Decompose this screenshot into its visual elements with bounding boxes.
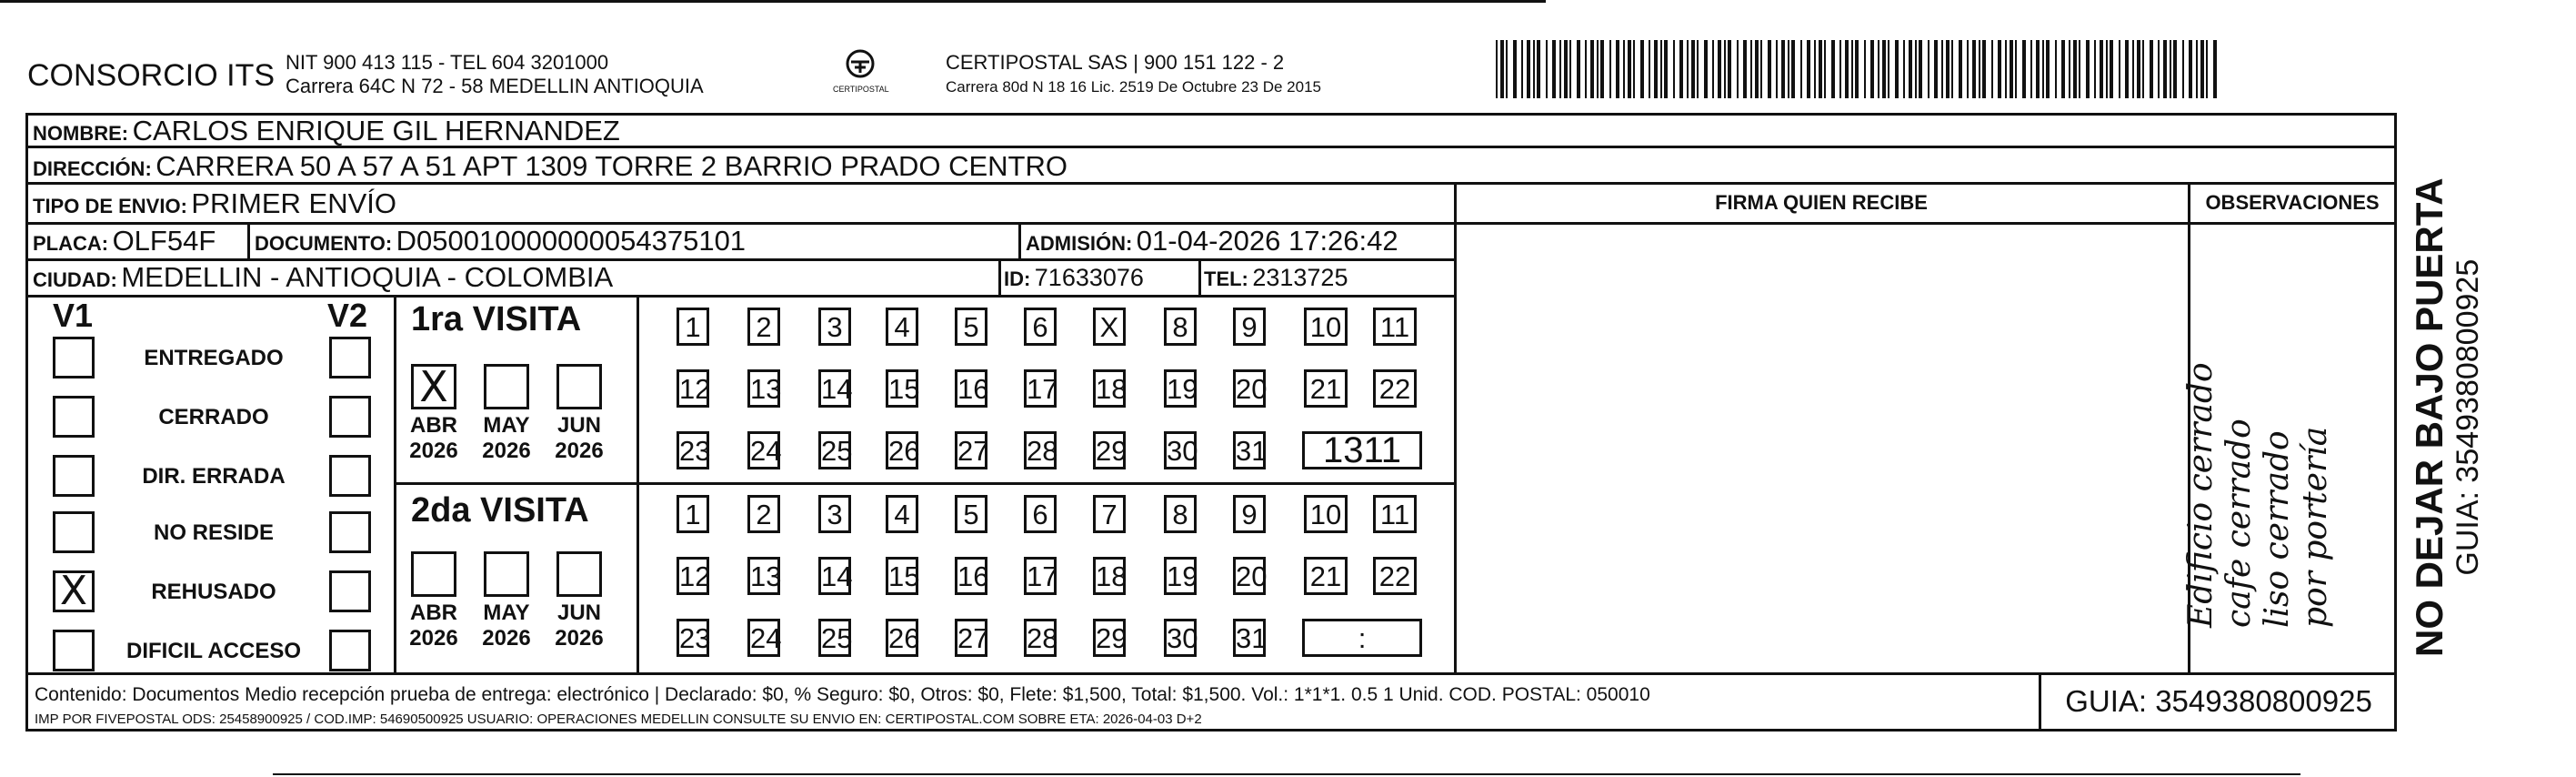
cell-divider <box>1198 258 1201 297</box>
visit2-day-box[interactable]: 3 <box>818 495 851 533</box>
visit-divider <box>394 482 1457 485</box>
bottom-cut-line <box>273 773 2300 775</box>
visit2-time-box[interactable]: : <box>1302 619 1422 657</box>
visit2-day-box[interactable]: 11 <box>1373 495 1417 533</box>
visit2-day-box[interactable]: 20 <box>1233 557 1266 595</box>
barcode-bar <box>2189 40 2192 98</box>
status-label: DIR. ERRADA <box>142 464 286 489</box>
barcode-bar <box>1882 40 1886 98</box>
visit2-day-box[interactable]: 17 <box>1024 557 1057 595</box>
visit1-day-box[interactable]: 8 <box>1164 308 1197 346</box>
visit1-day-box[interactable]: 19 <box>1164 369 1197 408</box>
barcode-bar <box>1998 40 2001 98</box>
barcode-bar <box>1915 40 1917 98</box>
barcode-bar <box>1934 40 1938 98</box>
partner-name: CERTIPOSTAL SAS | 900 151 122 - 2 <box>946 51 1285 74</box>
visit1-day-box[interactable]: 26 <box>886 431 918 469</box>
imp-line: IMP POR FIVEPOSTAL ODS: 25458900925 / COD.IMP: 54690500925 USUARIO: OPERACIONES MEDELLIN CONSULTE SU ENVIO EN: CERTIPOSTAL.COM SOBRE ETA: 2026-04-03 D+2 <box>35 711 1202 727</box>
visit1-day-box[interactable]: 1 <box>677 308 709 346</box>
company-name: CONSORCIO ITS <box>27 58 276 93</box>
visit1-time-box[interactable]: 1311 <box>1302 431 1422 469</box>
visit1-day-box[interactable]: 20 <box>1233 369 1266 408</box>
barcode-bar <box>2110 40 2113 98</box>
barcode-bar <box>1564 40 1568 98</box>
v2-label: V2 <box>327 297 368 334</box>
document-field <box>255 224 746 264</box>
visit2-month-checkbox[interactable] <box>484 551 529 597</box>
visit1-day-box[interactable]: 15 <box>886 369 918 408</box>
barcode-bar <box>2106 40 2108 98</box>
logo-icon <box>842 49 878 80</box>
logo-text: CERTIPOSTAL <box>833 85 889 94</box>
status-v2-checkbox[interactable] <box>329 570 371 612</box>
send-type-value: PRIMER ENVÍO <box>191 187 397 219</box>
observations-handwriting <box>2182 209 2335 628</box>
barcode-bar <box>2170 40 2171 98</box>
barcode-bar <box>1800 40 1802 98</box>
send-type-row <box>33 186 396 227</box>
visit2-day-box[interactable]: 31 <box>1233 619 1266 657</box>
visit1-day-box[interactable]: 9 <box>1233 308 1266 346</box>
barcode-bar <box>2022 40 2026 98</box>
visit2-day-box[interactable]: 27 <box>955 619 987 657</box>
observation-line: por portería <box>2297 426 2334 628</box>
barcode-bar <box>1623 40 1625 98</box>
city-value: MEDELLIN - ANTIOQUIA - COLOMBIA <box>121 261 614 293</box>
barcode-bar <box>2100 40 2103 98</box>
barcode-bar <box>1951 40 1953 98</box>
barcode-bar <box>2036 40 2040 98</box>
barcode-bar <box>1979 40 1980 98</box>
barcode-bar <box>1687 40 1689 98</box>
barcode-bar <box>1649 40 1650 98</box>
barcode-bar <box>2069 40 2070 98</box>
cell-divider <box>1018 222 1021 260</box>
barcode-bar <box>1597 40 1599 98</box>
frame-left <box>25 113 28 732</box>
barcode-bar <box>1788 40 1789 98</box>
barcode-bar <box>1814 40 1816 98</box>
visit2-day-box[interactable]: 15 <box>886 557 918 595</box>
barcode-bar <box>1679 40 1683 98</box>
barcode-bar <box>2010 40 2013 98</box>
barcode-bar <box>1903 40 1905 98</box>
barcode-bar <box>1585 40 1587 98</box>
barcode-bar <box>1533 40 1535 98</box>
barcode-bar <box>1569 40 1571 98</box>
barcode-bar <box>1728 40 1731 98</box>
barcode-bar <box>1513 40 1517 98</box>
barcode-bar <box>1959 40 1962 98</box>
visit1-day-box[interactable]: 10 <box>1304 308 1348 346</box>
barcode-bar <box>1755 40 1759 98</box>
status-v2-checkbox[interactable] <box>329 455 371 497</box>
visit2-day-box[interactable]: 28 <box>1024 619 1057 657</box>
observation-line: cafe cerrado <box>2220 419 2258 628</box>
visit2-month-checkbox[interactable] <box>411 551 456 597</box>
visit2-day-box[interactable]: 23 <box>677 619 709 657</box>
barcode-bar <box>1919 40 1922 98</box>
visit2-day-box[interactable]: 7 <box>1093 495 1126 533</box>
observation-line: Edificio cerrado <box>2182 362 2220 628</box>
status-v1-checkbox[interactable] <box>53 455 95 497</box>
visit1-day-box[interactable]: 25 <box>818 431 851 469</box>
guide-divider <box>2039 672 2041 731</box>
barcode-bar <box>1972 40 1976 98</box>
barcode-bar <box>1718 40 1721 98</box>
side-text <box>2408 177 2484 657</box>
company-address: Carrera 64C N 72 - 58 MEDELLIN ANTIOQUIA <box>286 75 704 97</box>
barcode-bar <box>1546 40 1548 98</box>
cell-divider <box>998 258 1001 297</box>
visit1-month-checkbox[interactable] <box>484 364 529 409</box>
visit2-day-box[interactable]: 1 <box>677 495 709 533</box>
visit2-day-box[interactable]: 4 <box>886 495 918 533</box>
status-v1-checkbox[interactable] <box>53 511 95 553</box>
barcode-bar <box>1928 40 1929 98</box>
barcode-bar <box>1839 40 1841 98</box>
barcode-bar <box>2119 40 2120 98</box>
side-guide: GUIA: 3549380800925 <box>2451 258 2485 576</box>
status-v2-checkbox[interactable] <box>329 511 371 553</box>
visit2-month-checkbox[interactable] <box>556 551 602 597</box>
visit2-day-box[interactable]: 30 <box>1164 619 1197 657</box>
certipostal-logo <box>833 49 887 94</box>
barcode-bar <box>1851 40 1853 98</box>
status-label: REHUSADO <box>151 580 276 604</box>
visit2-day-box[interactable]: 10 <box>1304 495 1348 533</box>
address-row <box>33 148 1067 190</box>
status-v2-checkbox[interactable] <box>329 337 371 378</box>
barcode-bar <box>1909 40 1912 98</box>
address-value: CARRERA 50 A 57 A 51 APT 1309 TORRE 2 BARRIO PRADO CENTRO <box>155 150 1067 182</box>
status-label: NO RESIDE <box>153 520 275 545</box>
barcode-bar <box>1870 40 1874 98</box>
status-v1-checkbox[interactable] <box>53 630 95 671</box>
admission-value: 01-04-2026 17:26:42 <box>1136 225 1398 257</box>
visit2-day-box[interactable]: 29 <box>1093 619 1126 657</box>
barcode-bar <box>2137 40 2140 98</box>
visit2-day-box[interactable]: 16 <box>955 557 987 595</box>
status-v1-checkbox[interactable] <box>53 337 95 378</box>
barcode-bar <box>1640 40 1644 98</box>
barcode-bar <box>1527 40 1530 98</box>
signature-divider <box>1454 182 1457 674</box>
barcode-bar <box>1895 40 1899 98</box>
barcode-bar <box>1768 40 1771 98</box>
address-label: DIRECCIÓN: <box>33 157 152 180</box>
barcode-bar <box>1888 40 1889 98</box>
barcode-bar <box>1878 40 1879 98</box>
status-v1-checkbox[interactable] <box>53 396 95 438</box>
barcode-bar <box>2079 40 2080 98</box>
content-line: Contenido: Documentos Medio recepción prueba de entrega: electrónico | Declarado: $0, % Seguro: $0, Otros: $0, Flete: $1,500, Total: $1,500. Vol.: 1*1*1. 0.5 1 Unid. COD. POSTAL: 050010 <box>35 684 1650 705</box>
barcode-bar <box>1559 40 1561 98</box>
barcode-bar <box>1824 40 1826 98</box>
partner-address: Carrera 80d N 18 16 Lic. 2519 De Octubre 23 De 2015 <box>946 78 1321 96</box>
plate-value: OLF54F <box>112 225 216 257</box>
tel-field <box>1204 260 1348 299</box>
admission-label: ADMISIÓN: <box>1026 232 1133 255</box>
barcode-bar <box>1743 40 1747 98</box>
visit1-day-box[interactable]: 17 <box>1024 369 1057 408</box>
status-v1-checkbox[interactable]: X <box>53 570 95 612</box>
visit2-day-box[interactable]: 6 <box>1024 495 1057 533</box>
document-value: D050010000000054375101 <box>396 225 747 257</box>
visit1-day-box[interactable]: 21 <box>1304 369 1348 408</box>
barcode-bar <box>1855 40 1859 98</box>
visit1-day-box[interactable]: 14 <box>818 369 851 408</box>
visit1-day-box[interactable]: 13 <box>747 369 780 408</box>
status-label: CERRADO <box>158 405 269 429</box>
barcode-bar <box>1609 40 1611 98</box>
visit1-day-box[interactable]: 23 <box>677 431 709 469</box>
company-nit: NIT 900 413 115 - TEL 604 3201000 <box>286 51 609 74</box>
barcode-bar <box>1600 40 1604 98</box>
barcode-bar <box>1864 40 1866 98</box>
plate-label: PLACA: <box>33 232 109 255</box>
name-label: NOMBRE: <box>33 122 129 145</box>
barcode-bar <box>1537 40 1540 98</box>
barcode-bar <box>2142 40 2144 98</box>
visit1-day-box[interactable]: 4 <box>886 308 918 346</box>
barcode-bar <box>2086 40 2090 98</box>
visit2-day-box[interactable]: 2 <box>747 495 780 533</box>
barcode-bar <box>1577 40 1580 98</box>
barcode-bar <box>1654 40 1658 98</box>
visit2-month-label: MAY 2026 <box>482 600 531 651</box>
barcode-bar <box>1704 40 1708 98</box>
barcode-bar <box>1845 40 1849 98</box>
barcode-bar <box>2196 40 2198 98</box>
barcode-bar <box>2042 40 2044 98</box>
observation-line: liso cerrado <box>2259 430 2296 628</box>
visit1-day-box[interactable]: 5 <box>955 308 987 346</box>
id-field <box>1004 260 1144 299</box>
barcode-bar <box>1673 40 1675 98</box>
barcode-bar <box>2206 40 2208 98</box>
barcode-bar <box>1660 40 1662 98</box>
barcode-bar <box>2125 40 2129 98</box>
barcode-bar <box>2055 40 2057 98</box>
send-type-label: TIPO DE ENVIO: <box>33 195 187 217</box>
visit1-day-box[interactable]: 18 <box>1093 369 1126 408</box>
barcode-bar <box>1791 40 1795 98</box>
visit2-day-box[interactable]: 18 <box>1093 557 1126 595</box>
signature-header: FIRMA QUIEN RECIBE <box>1715 191 1928 214</box>
barcode-bar <box>2046 40 2050 98</box>
barcode-bar <box>2094 40 2096 98</box>
barcode-bar <box>2073 40 2077 98</box>
visit1-day-box[interactable]: 22 <box>1373 369 1417 408</box>
visit2-month-label: JUN 2026 <box>555 600 604 651</box>
id-value: 71633076 <box>1034 264 1144 291</box>
barcode-bar <box>2030 40 2032 98</box>
tel-label: TEL: <box>1204 267 1248 290</box>
visit1-day-box[interactable]: 30 <box>1164 431 1197 469</box>
barcode-bar <box>1750 40 1752 98</box>
barcode-bar <box>1521 40 1523 98</box>
visit2-day-box[interactable]: 19 <box>1164 557 1197 595</box>
city-field <box>33 260 613 300</box>
barcode-bar <box>1628 40 1631 98</box>
id-label: ID: <box>1004 267 1031 290</box>
visit2-day-box[interactable]: 21 <box>1304 557 1348 595</box>
barcode-bar <box>1819 40 1822 98</box>
visit1-month-label: MAY 2026 <box>482 413 531 463</box>
status-label: ENTREGADO <box>144 346 284 370</box>
visit1-day-box[interactable]: 29 <box>1093 431 1126 469</box>
barcode-bar <box>1941 40 1943 98</box>
visit1-month-checkbox[interactable] <box>556 364 602 409</box>
barcode-bar <box>2200 40 2204 98</box>
visit2-day-box[interactable]: 25 <box>818 619 851 657</box>
barcode-bar <box>1616 40 1619 98</box>
visit2-day-box[interactable]: 5 <box>955 495 987 533</box>
visit2-day-box[interactable]: 12 <box>677 557 709 595</box>
visit1-day-box[interactable]: 31 <box>1233 431 1266 469</box>
visit2-day-box[interactable]: 22 <box>1373 557 1417 595</box>
visit2-day-box[interactable]: 26 <box>886 619 918 657</box>
barcode-bar <box>1506 40 1508 98</box>
status-v2-checkbox[interactable] <box>329 396 371 438</box>
barcode-bar <box>1697 40 1699 98</box>
footer-guide: GUIA: 3549380800925 <box>2065 684 2372 718</box>
barcode-bar <box>2182 40 2184 98</box>
visit2-month-label: ABR 2026 <box>409 600 458 651</box>
visit2-day-box[interactable]: 9 <box>1233 495 1266 533</box>
barcode-bar <box>1664 40 1668 98</box>
barcode-bar <box>1590 40 1594 98</box>
visit1-title: 1ra VISITA <box>411 300 582 338</box>
v1-label: V1 <box>53 297 94 334</box>
visit1-day-box[interactable]: 11 <box>1373 308 1417 346</box>
visit1-day-box[interactable]: X <box>1093 308 1126 346</box>
visit1-month-checkbox[interactable]: X <box>411 364 456 409</box>
visit2-day-box[interactable]: 8 <box>1164 495 1197 533</box>
admission-field <box>1026 224 1398 264</box>
barcode-bar <box>1724 40 1726 98</box>
visit1-day-box[interactable]: 16 <box>955 369 987 408</box>
barcode-bar <box>1760 40 1762 98</box>
status-label: DIFICIL ACCESO <box>125 639 301 663</box>
barcode-bar <box>1712 40 1714 98</box>
barcode-bar <box>1737 40 1739 98</box>
barcode-bar <box>2150 40 2153 98</box>
visit1-day-box[interactable]: 6 <box>1024 308 1057 346</box>
observations-header: OBSERVACIONES <box>2205 191 2380 214</box>
visit2-day-box[interactable]: 13 <box>747 557 780 595</box>
visit1-day-box[interactable]: 3 <box>818 308 851 346</box>
barcode-bar <box>2173 40 2177 98</box>
tel-value: 2313725 <box>1252 264 1348 291</box>
barcode-bar <box>1781 40 1785 98</box>
barcode-bar <box>2132 40 2134 98</box>
plate-field <box>33 224 216 264</box>
visit2-day-box[interactable]: 14 <box>818 557 851 595</box>
barcode-bar <box>1946 40 1950 98</box>
visit1-day-box[interactable]: 28 <box>1024 431 1057 469</box>
barcode-bar <box>1807 40 1810 98</box>
visit2-day-box[interactable]: 24 <box>747 619 780 657</box>
barcode-bar <box>1633 40 1635 98</box>
barcode-bar <box>1831 40 1835 98</box>
barcode-bar <box>2213 40 2217 98</box>
barcode-bar <box>1496 40 1498 98</box>
barcode-bar <box>1982 40 1986 98</box>
barcode-bar <box>2061 40 2065 98</box>
visit1-day-box[interactable]: 12 <box>677 369 709 408</box>
barcode-bar <box>1967 40 1969 98</box>
barcode-bar <box>2158 40 2160 98</box>
visit1-month-label: ABR 2026 <box>409 413 458 463</box>
barcode <box>1496 40 2223 98</box>
visit1-month-label: JUN 2026 <box>555 413 604 463</box>
barcode-bar <box>1991 40 1993 98</box>
barcode-bar <box>1552 40 1556 98</box>
status-v2-checkbox[interactable] <box>329 630 371 671</box>
barcode-bar <box>1500 40 1504 98</box>
visit2-title: 2da VISITA <box>411 491 589 530</box>
barcode-bar <box>2163 40 2167 98</box>
cell-divider <box>247 222 250 260</box>
barcode-bar <box>2015 40 2017 98</box>
name-value: CARLOS ENRIQUE GIL HERNANDEZ <box>132 115 620 146</box>
barcode-bar <box>1691 40 1695 98</box>
side-warning: NO DEJAR BAJO PUERTA <box>2408 177 2451 657</box>
document-label: DOCUMENTO: <box>255 232 393 255</box>
barcode-bar <box>2005 40 2007 98</box>
city-label: CIUDAD: <box>33 268 117 291</box>
top-border <box>0 0 1546 3</box>
barcode-bar <box>1776 40 1778 98</box>
visit1-day-box[interactable]: 24 <box>747 431 780 469</box>
visit1-day-box[interactable]: 2 <box>747 308 780 346</box>
visit1-day-box[interactable]: 27 <box>955 431 987 469</box>
